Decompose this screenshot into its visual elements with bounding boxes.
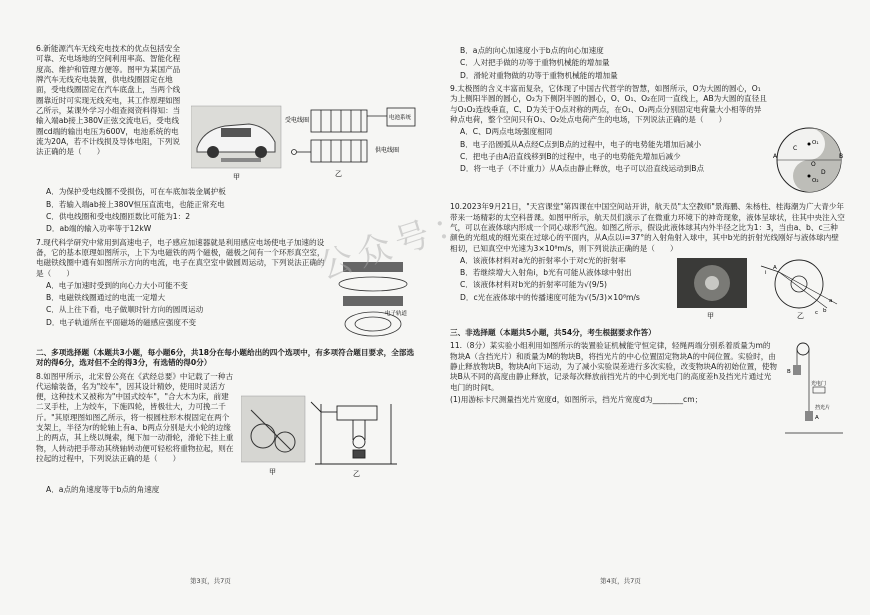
q8-figures [241, 392, 421, 483]
section-2-heading: 二、多项选择题（本题共3小题，每小题6分，共18分在每小题给出的四个选项中，有多项符合题目要求，全部选对的得6分，选对但不全的得3分，有选错的得0分） [36, 347, 415, 368]
left-page-footer: 第3页，共7页 [190, 577, 231, 585]
q8-fig-label-yi: 乙 [353, 469, 360, 478]
q9-taiji-diagram [773, 124, 845, 196]
q10-fig-label-jia: 甲 [707, 311, 714, 320]
q10-figures [677, 256, 845, 323]
q10-fig-label-yi: 乙 [797, 311, 804, 320]
q9-label-o: O [811, 160, 816, 168]
q6-option-c: C．供电线圈和受电线圈匝数比可能为1：2 [46, 211, 191, 221]
q11-label-b: B [787, 369, 791, 376]
q11-diagram [783, 341, 845, 437]
q6-fig-label-yi: 乙 [335, 170, 342, 178]
q6-fig-label-supplier: 供电线圈 [375, 147, 400, 154]
q11-figure [783, 341, 845, 440]
q9-label-o2: O₂ [812, 177, 819, 184]
right-page-footer: 第4页，共7页 [600, 577, 641, 585]
q8-option-c: C．人对把手做的功等于重物机械能的增加量 [460, 58, 610, 68]
q11-label-shutter: 挡光片 [815, 405, 831, 412]
q9-stem: 9.太极图的含义丰富而复杂，它体现了中国古代哲学的智慧，如图所示，O为大圆的圆心，O₁为上侧阳半圆的圆心，O₂为下侧阴半圆的圆心，O、O₁、O₂在同一直线上，AB为大圆的直径且与O₁O₂连线垂直，C、D为关于O点对称的两点，在O₁、O₂两点分别固定电荷量大小相等的异种点电荷，整个空间只有O₁、O₂处点电荷产生的电场，下列说法正确的是（ ） [450, 83, 767, 124]
q9-option-a: A．C、D两点电场强度相同 [460, 127, 553, 137]
q8-diagram [241, 392, 421, 480]
q9-label-d: D [821, 168, 826, 176]
q10-fig-label-i: i [765, 269, 767, 276]
q6-fig-label-battery: 电池系统 [389, 115, 412, 121]
q10-fig-label-a-point: A [773, 264, 777, 271]
q9-option-b: B．电子沿圆弧从A点经C点到B点的过程中，电子的电势能先增加后减小 [460, 139, 702, 149]
q10-stem: 10.2023年9月21日，"天宫课堂"第四课在中国空间站开讲，航天员"太空教师"景海鹏、朱杨柱、桂海潮为广大青少年带来一场精彩的太空科普课。如图甲所示，航天员们演示了在微重力环境下的神奇现象，液体呈球状，往其中央注入空气，可以在液体球内形成一个同心球形气泡。如图乙所示，假设此液体球其内外半径之比为1：3，当由a、b、c三种颜色的光组成的细光束在过球心的平面内，从A点以i=37°的入射角射入球中，其中b光的折射光线刚好与液体球内壁相切，已知真空中光速为3×10⁸m/s，则下列说法正确的是（ ） [450, 202, 845, 253]
question-6 [36, 44, 421, 235]
q7-option-c: C．从上往下看，电子做顺时针方向的圆周运动 [46, 305, 204, 315]
q6-option-d: D．ab端的输入功率等于12kW [46, 224, 152, 234]
q8-option-a: A．a点的角速度等于b点的角速度 [46, 484, 160, 494]
watermark: 公众号： [313, 200, 479, 288]
q6-option-a: A．为保护受电线圈不受损伤，可在车底加装金属护板 [46, 187, 226, 197]
q10-option-c: C．该液体材料对b光的折射率可能为√(9/5) [460, 280, 608, 290]
q6-fig-label-receiver: 受电线圈 [285, 117, 310, 124]
question-9 [450, 84, 845, 199]
q6-fig-label-jia: 甲 [233, 173, 240, 181]
q10-option-d: D．c光在液体球中的传播速度可能为√(5/3)×10⁸m/s [460, 292, 640, 302]
q10-option-b: B．若继续增大入射角i，b光有可能从液体球中射出 [460, 268, 632, 278]
q11-label-gate: 光电门 [811, 381, 827, 388]
q11-stem: 11.（8分）某实验小组利用如图所示的装置验证机械能守恒定律，轻绳两端分别系着质量为m的物块A（含挡光片）和质量为M的物块B，将挡光片的中心位置固定物块A的中间位置。实验时，由静止释放物块B，物块A向下运动，为了减小实验误差进行多次实验，改变物块A的初始位置，使物块B从不同的高度由静止释放，记录每次释放前挡光片的中心到光电门的高度差h及挡光片通过光电门的时间t。 [450, 341, 777, 392]
q9-option-d: D．将一电子（不计重力）从A点由静止释放，电子可以沿直线运动到B点 [460, 164, 705, 174]
q8-fig-label-jia: 甲 [269, 467, 276, 476]
q11-label-a: A [815, 415, 819, 422]
q9-label-b: B [839, 152, 844, 160]
q10-fig-label-a: a [829, 297, 833, 304]
question-11 [450, 341, 845, 440]
q6-option-b: B．若输入端ab接上380V恒压直流电，也能正常充电 [46, 199, 225, 209]
q8-option-b: B．a点的向心加速度小于b点的向心加速度 [460, 46, 604, 55]
q7-option-a: A．电子加速时受到的向心力大小可能不变 [46, 280, 188, 290]
q10-diagram [677, 256, 845, 320]
q9-label-a: A [773, 152, 778, 160]
question-10 [450, 202, 845, 323]
q9-option-c: C．把电子由A沿直线移到B的过程中，电子的电势能先增加后减少 [460, 151, 681, 161]
q7-fig-label-orbit: 电子轨道 [385, 310, 408, 317]
q7-option-b: B．电磁铁线圈通过的电流一定增大 [46, 293, 166, 303]
q10-option-a: A．该液体材料对a光的折射率小于对c光的折射率 [460, 255, 626, 265]
q9-label-c: C [793, 144, 798, 152]
question-8 [36, 372, 421, 496]
section-3-heading: 三、非选择题（本题共5小题，共54分，考生根据要求作答） [450, 328, 656, 338]
q6-diagram [191, 102, 421, 182]
q8-stem: 8.如图甲所示，北宋曾公亮在《武经总要》中记载了一种古代运输装备，名为"绞车"，因其设计精妙，使用时灵活方便，这种技术又被称为"中国式绞车"，"合大木为床，前建二叉手柱，上为绞车，下施四轮，皆极壮大，力可挽二千斤。"其原理图如图乙所示，将一根圆柱形木棍固定在两个支架上，半径为r的轮轴上有a、b两点分别是大小轮的边缘上的两点，其上绕以绳索，绳下加一动滑轮，滑轮下挂上重物，人转动把手带动其绕轴转动便可轻松将重物拉起，则在拉起的过程中，下列说法正确的是（ ） [36, 371, 234, 463]
q7-option-d: D．电子轨道所在平面磁场的磁感应强度不变 [46, 317, 197, 327]
q6-figures [191, 102, 421, 185]
q7-stem: 7.现代科学研究中常用到高速电子，电子感应加速器就是利用感应电场使电子加速的设备，它的基本原理如图所示，上下为电磁铁的两个磁极，磁极之间有一个环形真空室，电磁铁线圈中通有如图所示方向的电流，电子在真空室中做圆周运动，下列说法正确的是（ ） [36, 237, 325, 278]
q9-figure [773, 124, 845, 199]
q8-option-d: D．滑轮对重物做的功等于重物机械能的增加量 [460, 70, 618, 80]
q6-stem: 6.新能源汽车无线充电技术的优点包括安全可靠、充电场地的空间利用率高、智能化程度高、维护和管理方便等。图甲为某国产品牌汽车无线充电装置，供电线圈固定在地面，受电线圈固定在汽车底盘上，当两个线圈靠近时可实现无线充电，其工作原理如图乙所示，某课外学习小组查阅资料得知：当输入端ab接上380V正弦交流电后，受电线圈cd端的输出电压为600V，电池系统的电流为20A，若不计线损及导体电阻，下列说法正确的是（ ） [36, 44, 181, 157]
right-column [450, 44, 845, 441]
q10-fig-label-b: b [823, 307, 827, 314]
q11-sub1: (1)用游标卡尺测量挡光片宽度d，如图所示，挡光片宽度d为________cm； [450, 395, 703, 404]
q9-label-o1: O₁ [812, 139, 819, 146]
q10-fig-label-c: c [815, 309, 819, 316]
